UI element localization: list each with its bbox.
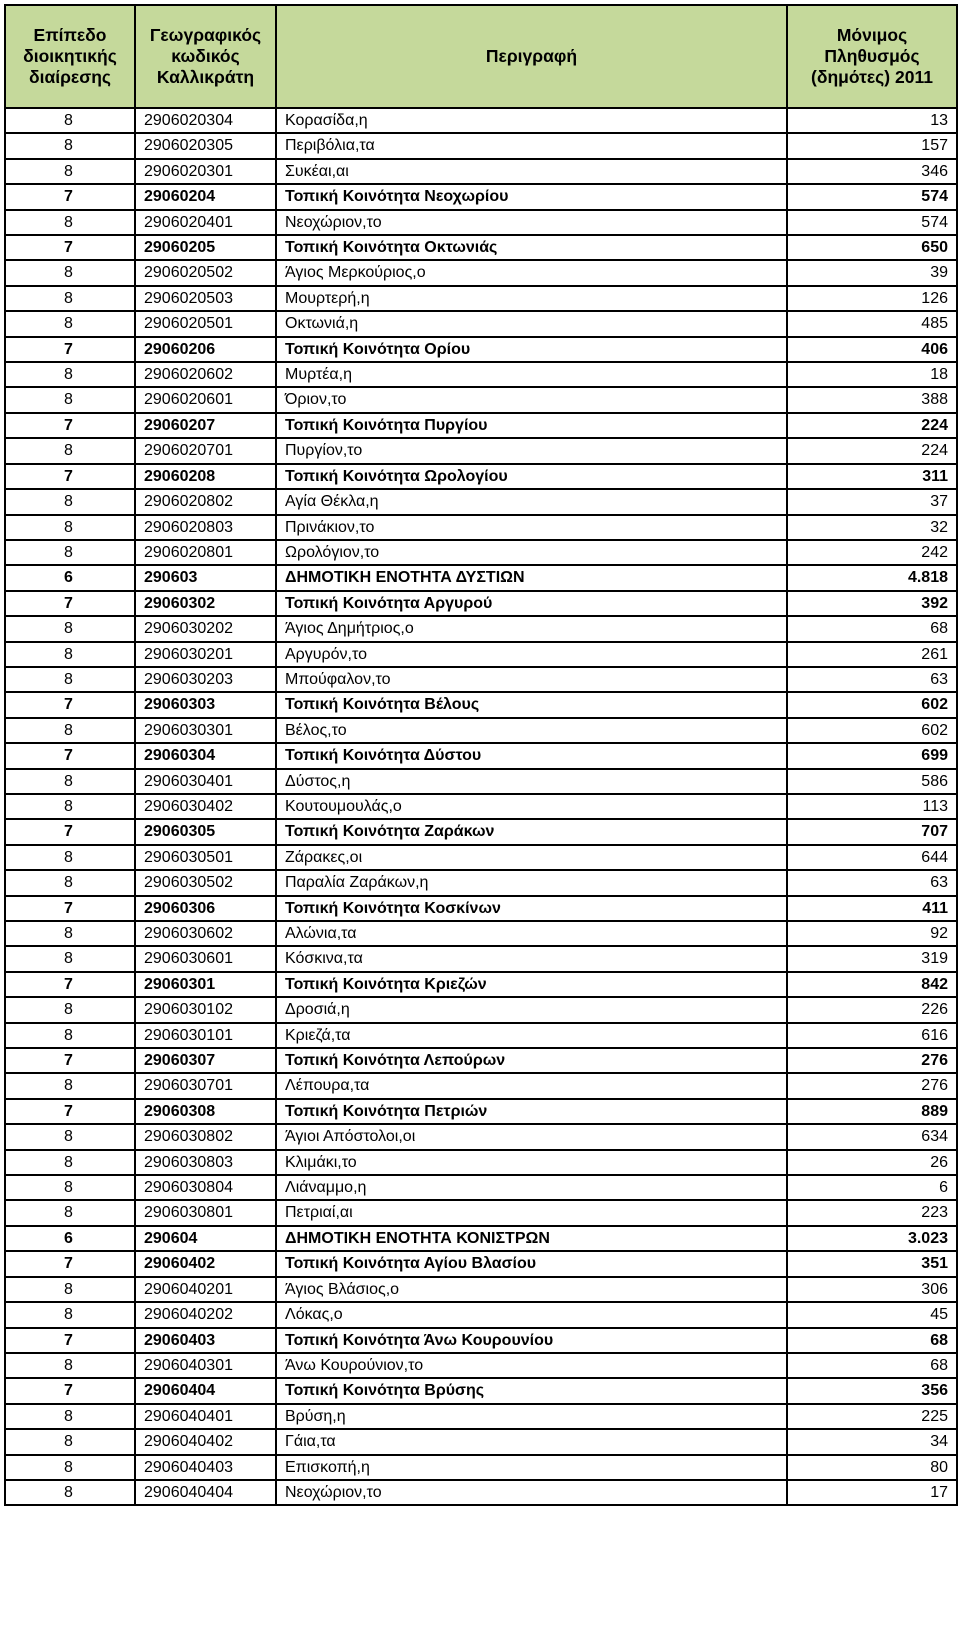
header-level: Επίπεδο διοικητικής διαίρεσης [5, 5, 135, 108]
population-cell: 485 [787, 311, 957, 336]
population-cell: 644 [787, 845, 957, 870]
level-cell: 8 [5, 1124, 135, 1149]
population-cell: 586 [787, 769, 957, 794]
population-cell: 3.023 [787, 1226, 957, 1251]
table-row [5, 1226, 957, 1251]
code-cell: 2906020305 [135, 133, 276, 158]
table-row [5, 540, 957, 565]
description-cell: Τοπική Κοινότητα Λεπούρων [276, 1048, 787, 1073]
code-cell: 29060205 [135, 235, 276, 260]
level-cell: 8 [5, 540, 135, 565]
population-cell: 842 [787, 972, 957, 997]
population-cell: 574 [787, 184, 957, 209]
description-cell: Τοπική Κοινότητα Αργυρού [276, 591, 787, 616]
table-row [5, 286, 957, 311]
population-cell: 225 [787, 1404, 957, 1429]
table-row [5, 1073, 957, 1098]
level-cell: 8 [5, 1480, 135, 1505]
description-cell: Βέλος,το [276, 718, 787, 743]
level-cell: 8 [5, 108, 135, 133]
level-cell: 8 [5, 210, 135, 235]
description-cell: Αργυρόν,το [276, 642, 787, 667]
code-cell: 2906030502 [135, 870, 276, 895]
table-row [5, 1251, 957, 1276]
description-cell: Τοπική Κοινότητα Άνω Κουρουνίου [276, 1328, 787, 1353]
code-cell: 29060404 [135, 1378, 276, 1403]
table-row [5, 210, 957, 235]
code-cell: 2906040301 [135, 1353, 276, 1378]
description-cell: Νεοχώριον,το [276, 1480, 787, 1505]
population-cell: 6 [787, 1175, 957, 1200]
code-cell: 2906020801 [135, 540, 276, 565]
level-cell: 8 [5, 1353, 135, 1378]
code-cell: 29060402 [135, 1251, 276, 1276]
population-cell: 63 [787, 667, 957, 692]
description-cell: Λέπουρα,τα [276, 1073, 787, 1098]
description-cell: Τοπική Κοινότητα Ζαράκων [276, 819, 787, 844]
code-cell: 2906040201 [135, 1277, 276, 1302]
code-cell: 2906030602 [135, 921, 276, 946]
level-cell: 8 [5, 1302, 135, 1327]
table-row [5, 1302, 957, 1327]
level-cell: 7 [5, 464, 135, 489]
table-row [5, 870, 957, 895]
level-cell: 8 [5, 946, 135, 971]
table-row [5, 845, 957, 870]
level-cell: 8 [5, 921, 135, 946]
population-cell: 406 [787, 337, 957, 362]
code-cell: 2906020304 [135, 108, 276, 133]
population-cell: 68 [787, 616, 957, 641]
population-cell: 224 [787, 413, 957, 438]
level-cell: 6 [5, 1226, 135, 1251]
description-cell: Κουτουμουλάς,ο [276, 794, 787, 819]
code-cell: 2906020602 [135, 362, 276, 387]
table-row [5, 1455, 957, 1480]
code-cell: 29060306 [135, 896, 276, 921]
description-cell: Άγιος Μερκούριος,ο [276, 260, 787, 285]
level-cell: 8 [5, 1277, 135, 1302]
table-row [5, 489, 957, 514]
code-cell: 2906030101 [135, 1023, 276, 1048]
table-row [5, 184, 957, 209]
level-cell: 8 [5, 845, 135, 870]
header-population: Μόνιμος Πληθυσμός (δημότες) 2011 [787, 5, 957, 108]
description-cell: Αγία Θέκλα,η [276, 489, 787, 514]
level-cell: 7 [5, 972, 135, 997]
code-cell: 2906030301 [135, 718, 276, 743]
population-cell: 80 [787, 1455, 957, 1480]
level-cell: 8 [5, 1455, 135, 1480]
code-cell: 2906030401 [135, 769, 276, 794]
description-cell: Τοπική Κοινότητα Ωρολογίου [276, 464, 787, 489]
level-cell: 7 [5, 692, 135, 717]
header-description: Περιγραφή [276, 5, 787, 108]
table-row [5, 1378, 957, 1403]
population-cell: 319 [787, 946, 957, 971]
table-row [5, 235, 957, 260]
description-cell: Λόκας,ο [276, 1302, 787, 1327]
description-cell: Κλιμάκι,το [276, 1150, 787, 1175]
population-cell: 34 [787, 1429, 957, 1454]
level-cell: 8 [5, 311, 135, 336]
table-row [5, 159, 957, 184]
code-cell: 29060308 [135, 1099, 276, 1124]
code-cell: 2906020301 [135, 159, 276, 184]
population-cell: 63 [787, 870, 957, 895]
header-row [5, 5, 957, 108]
code-cell: 29060302 [135, 591, 276, 616]
table-row [5, 1404, 957, 1429]
level-cell: 7 [5, 1099, 135, 1124]
code-cell: 2906020401 [135, 210, 276, 235]
level-cell: 7 [5, 184, 135, 209]
code-cell: 29060207 [135, 413, 276, 438]
description-cell: Άγιος Βλάσιος,ο [276, 1277, 787, 1302]
code-cell: 2906030802 [135, 1124, 276, 1149]
population-table [4, 4, 958, 1506]
table-row [5, 1099, 957, 1124]
code-cell: 2906030102 [135, 997, 276, 1022]
level-cell: 8 [5, 159, 135, 184]
table-row [5, 692, 957, 717]
code-cell: 2906020802 [135, 489, 276, 514]
code-cell: 2906030601 [135, 946, 276, 971]
population-cell: 45 [787, 1302, 957, 1327]
population-cell: 699 [787, 743, 957, 768]
description-cell: Παραλία Ζαράκων,η [276, 870, 787, 895]
code-cell: 2906030402 [135, 794, 276, 819]
table-row [5, 616, 957, 641]
code-cell: 29060301 [135, 972, 276, 997]
population-cell: 242 [787, 540, 957, 565]
description-cell: Κόσκινα,τα [276, 946, 787, 971]
description-cell: Συκέαι,αι [276, 159, 787, 184]
table-row [5, 387, 957, 412]
table-row [5, 718, 957, 743]
level-cell: 8 [5, 642, 135, 667]
level-cell: 7 [5, 896, 135, 921]
table-row [5, 464, 957, 489]
description-cell: Τοπική Κοινότητα Πετριών [276, 1099, 787, 1124]
population-cell: 37 [787, 489, 957, 514]
population-cell: 616 [787, 1023, 957, 1048]
table-row [5, 413, 957, 438]
population-cell: 224 [787, 438, 957, 463]
code-cell: 29060303 [135, 692, 276, 717]
code-cell: 29060206 [135, 337, 276, 362]
population-cell: 311 [787, 464, 957, 489]
description-cell: Τοπική Κοινότητα Βρύσης [276, 1378, 787, 1403]
code-cell: 29060304 [135, 743, 276, 768]
population-cell: 226 [787, 997, 957, 1022]
level-cell: 8 [5, 1150, 135, 1175]
population-cell: 351 [787, 1251, 957, 1276]
population-cell: 634 [787, 1124, 957, 1149]
code-cell: 2906030804 [135, 1175, 276, 1200]
code-cell: 290603 [135, 565, 276, 590]
table-row [5, 997, 957, 1022]
table-row [5, 642, 957, 667]
description-cell: Άγιοι Απόστολοι,οι [276, 1124, 787, 1149]
population-cell: 602 [787, 718, 957, 743]
level-cell: 8 [5, 1429, 135, 1454]
table-row [5, 1150, 957, 1175]
code-cell: 2906040401 [135, 1404, 276, 1429]
table-row [5, 1175, 957, 1200]
code-cell: 2906030501 [135, 845, 276, 870]
table-row [5, 362, 957, 387]
code-cell: 290604 [135, 1226, 276, 1251]
table-row [5, 260, 957, 285]
table-row [5, 1480, 957, 1505]
code-cell: 2906020701 [135, 438, 276, 463]
population-cell: 68 [787, 1353, 957, 1378]
level-cell: 8 [5, 362, 135, 387]
code-cell: 2906030201 [135, 642, 276, 667]
table-row [5, 438, 957, 463]
code-cell: 29060307 [135, 1048, 276, 1073]
description-cell: Ζάρακες,οι [276, 845, 787, 870]
description-cell: Βρύση,η [276, 1404, 787, 1429]
population-cell: 17 [787, 1480, 957, 1505]
description-cell: ΔΗΜΟΤΙΚΗ ΕΝΟΤΗΤΑ ΔΥΣΤΙΩΝ [276, 565, 787, 590]
code-cell: 2906020601 [135, 387, 276, 412]
description-cell: Τοπική Κοινότητα Βέλους [276, 692, 787, 717]
description-cell: Οκτωνιά,η [276, 311, 787, 336]
code-cell: 2906030803 [135, 1150, 276, 1175]
level-cell: 8 [5, 1023, 135, 1048]
level-cell: 8 [5, 997, 135, 1022]
description-cell: Τοπική Κοινότητα Κριεζών [276, 972, 787, 997]
code-cell: 2906030801 [135, 1200, 276, 1225]
level-cell: 8 [5, 1073, 135, 1098]
table-row [5, 1328, 957, 1353]
population-cell: 276 [787, 1048, 957, 1073]
level-cell: 8 [5, 616, 135, 641]
table-row [5, 337, 957, 362]
level-cell: 8 [5, 1200, 135, 1225]
description-cell: Γάια,τα [276, 1429, 787, 1454]
description-cell: Λιάναμμο,η [276, 1175, 787, 1200]
description-cell: Άνω Κουρούνιον,το [276, 1353, 787, 1378]
code-cell: 29060208 [135, 464, 276, 489]
table-row [5, 972, 957, 997]
level-cell: 8 [5, 286, 135, 311]
table-row [5, 896, 957, 921]
header-code: Γεωγραφικός κωδικός Καλλικράτη [135, 5, 276, 108]
description-cell: Τοπική Κοινότητα Δύστου [276, 743, 787, 768]
level-cell: 8 [5, 133, 135, 158]
level-cell: 8 [5, 489, 135, 514]
table-row [5, 1200, 957, 1225]
level-cell: 7 [5, 337, 135, 362]
population-cell: 356 [787, 1378, 957, 1403]
table-row [5, 108, 957, 133]
code-cell: 29060305 [135, 819, 276, 844]
code-cell: 2906020503 [135, 286, 276, 311]
population-cell: 707 [787, 819, 957, 844]
description-cell: Τοπική Κοινότητα Ορίου [276, 337, 787, 362]
description-cell: Επισκοπή,η [276, 1455, 787, 1480]
level-cell: 8 [5, 387, 135, 412]
table-body [5, 108, 957, 1505]
level-cell: 8 [5, 515, 135, 540]
level-cell: 7 [5, 235, 135, 260]
description-cell: Ωρολόγιον,το [276, 540, 787, 565]
code-cell: 2906030701 [135, 1073, 276, 1098]
table-row [5, 591, 957, 616]
description-cell: Αλώνια,τα [276, 921, 787, 946]
table-row [5, 769, 957, 794]
table-row [5, 1429, 957, 1454]
population-cell: 889 [787, 1099, 957, 1124]
description-cell: Πετριαί,αι [276, 1200, 787, 1225]
level-cell: 7 [5, 591, 135, 616]
table-row [5, 667, 957, 692]
description-cell: ΔΗΜΟΤΙΚΗ ΕΝΟΤΗΤΑ ΚΟΝΙΣΤΡΩΝ [276, 1226, 787, 1251]
description-cell: Δύστος,η [276, 769, 787, 794]
table-row [5, 515, 957, 540]
level-cell: 6 [5, 565, 135, 590]
population-cell: 13 [787, 108, 957, 133]
level-cell: 8 [5, 870, 135, 895]
population-cell: 411 [787, 896, 957, 921]
description-cell: Τοπική Κοινότητα Οκτωνιάς [276, 235, 787, 260]
code-cell: 29060403 [135, 1328, 276, 1353]
population-cell: 26 [787, 1150, 957, 1175]
level-cell: 7 [5, 1328, 135, 1353]
level-cell: 7 [5, 819, 135, 844]
code-cell: 2906030202 [135, 616, 276, 641]
code-cell: 2906040202 [135, 1302, 276, 1327]
table-row [5, 819, 957, 844]
table-row [5, 794, 957, 819]
level-cell: 7 [5, 743, 135, 768]
description-cell: Μπούφαλον,το [276, 667, 787, 692]
code-cell: 2906040404 [135, 1480, 276, 1505]
description-cell: Τοπική Κοινότητα Νεοχωρίου [276, 184, 787, 209]
level-cell: 7 [5, 1251, 135, 1276]
level-cell: 7 [5, 1048, 135, 1073]
level-cell: 8 [5, 769, 135, 794]
level-cell: 8 [5, 794, 135, 819]
description-cell: Όριον,το [276, 387, 787, 412]
table-row [5, 946, 957, 971]
table-row [5, 1124, 957, 1149]
table-row [5, 311, 957, 336]
description-cell: Τοπική Κοινότητα Κοσκίνων [276, 896, 787, 921]
description-cell: Πρινάκιον,το [276, 515, 787, 540]
table-row [5, 743, 957, 768]
population-cell: 68 [787, 1328, 957, 1353]
population-cell: 157 [787, 133, 957, 158]
level-cell: 7 [5, 413, 135, 438]
table-header [5, 5, 957, 108]
description-cell: Πυργίον,το [276, 438, 787, 463]
description-cell: Άγιος Δημήτριος,ο [276, 616, 787, 641]
population-cell: 574 [787, 210, 957, 235]
code-cell: 29060204 [135, 184, 276, 209]
population-cell: 650 [787, 235, 957, 260]
level-cell: 8 [5, 1175, 135, 1200]
description-cell: Μυρτέα,η [276, 362, 787, 387]
code-cell: 2906040402 [135, 1429, 276, 1454]
level-cell: 8 [5, 718, 135, 743]
population-cell: 4.818 [787, 565, 957, 590]
description-cell: Κορασίδα,η [276, 108, 787, 133]
population-cell: 39 [787, 260, 957, 285]
population-cell: 113 [787, 794, 957, 819]
table-row [5, 921, 957, 946]
population-cell: 346 [787, 159, 957, 184]
table-row [5, 133, 957, 158]
description-cell: Τοπική Κοινότητα Πυργίου [276, 413, 787, 438]
population-cell: 223 [787, 1200, 957, 1225]
table-row [5, 1048, 957, 1073]
population-cell: 306 [787, 1277, 957, 1302]
description-cell: Δροσιά,η [276, 997, 787, 1022]
description-cell: Μουρτερή,η [276, 286, 787, 311]
level-cell: 8 [5, 1404, 135, 1429]
description-cell: Κριεζά,τα [276, 1023, 787, 1048]
population-cell: 126 [787, 286, 957, 311]
code-cell: 2906020501 [135, 311, 276, 336]
description-cell: Περιβόλια,τα [276, 133, 787, 158]
level-cell: 8 [5, 438, 135, 463]
table-row [5, 1353, 957, 1378]
code-cell: 2906020803 [135, 515, 276, 540]
population-cell: 92 [787, 921, 957, 946]
population-cell: 388 [787, 387, 957, 412]
code-cell: 2906020502 [135, 260, 276, 285]
population-cell: 261 [787, 642, 957, 667]
level-cell: 7 [5, 1378, 135, 1403]
population-cell: 32 [787, 515, 957, 540]
table-row [5, 565, 957, 590]
description-cell: Τοπική Κοινότητα Αγίου Βλασίου [276, 1251, 787, 1276]
population-cell: 18 [787, 362, 957, 387]
level-cell: 8 [5, 260, 135, 285]
population-cell: 276 [787, 1073, 957, 1098]
table-row [5, 1023, 957, 1048]
population-cell: 602 [787, 692, 957, 717]
population-cell: 392 [787, 591, 957, 616]
code-cell: 2906040403 [135, 1455, 276, 1480]
code-cell: 2906030203 [135, 667, 276, 692]
description-cell: Νεοχώριον,το [276, 210, 787, 235]
table-row [5, 1277, 957, 1302]
level-cell: 8 [5, 667, 135, 692]
